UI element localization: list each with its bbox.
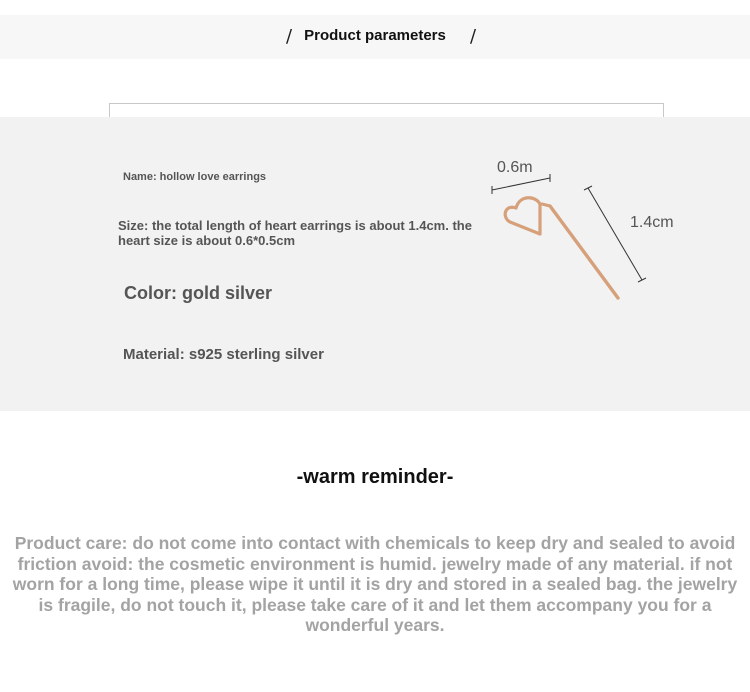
product-care-text: Product care: do not come into contact with chemicals to keep dry and sealed to avoid friction avoid: the cosmetic environment is humid. jewelry made of any material. if not worn for a long time, please wipe it until it is dry and stored in a sealed bag. the jewelry is fragile, do not touch it, please take care of it and let them accompany you for a wonderful years. [12, 533, 738, 635]
reminder-title: -warm reminder- [296, 466, 454, 488]
width-label: 0.6m [497, 159, 533, 176]
width-dimension-line [492, 174, 550, 194]
param-name: Name: hollow love earrings [123, 171, 267, 183]
length-dimension-line [584, 186, 646, 282]
header-slash-left: / [286, 26, 293, 47]
param-color: Color: gold silver [124, 283, 273, 303]
length-label: 1.4cm [630, 214, 674, 231]
heart-earring-icon [505, 198, 618, 298]
param-material: Material: s925 sterling silver [123, 346, 324, 363]
param-size: Size: the total length of heart earrings is about 1.4cm. the heart size is about 0.6*0.5cm [118, 218, 472, 248]
header-slash-right: / [470, 26, 477, 47]
earring-dimension-diagram [480, 150, 680, 315]
section-title: Product parameters [304, 27, 446, 44]
